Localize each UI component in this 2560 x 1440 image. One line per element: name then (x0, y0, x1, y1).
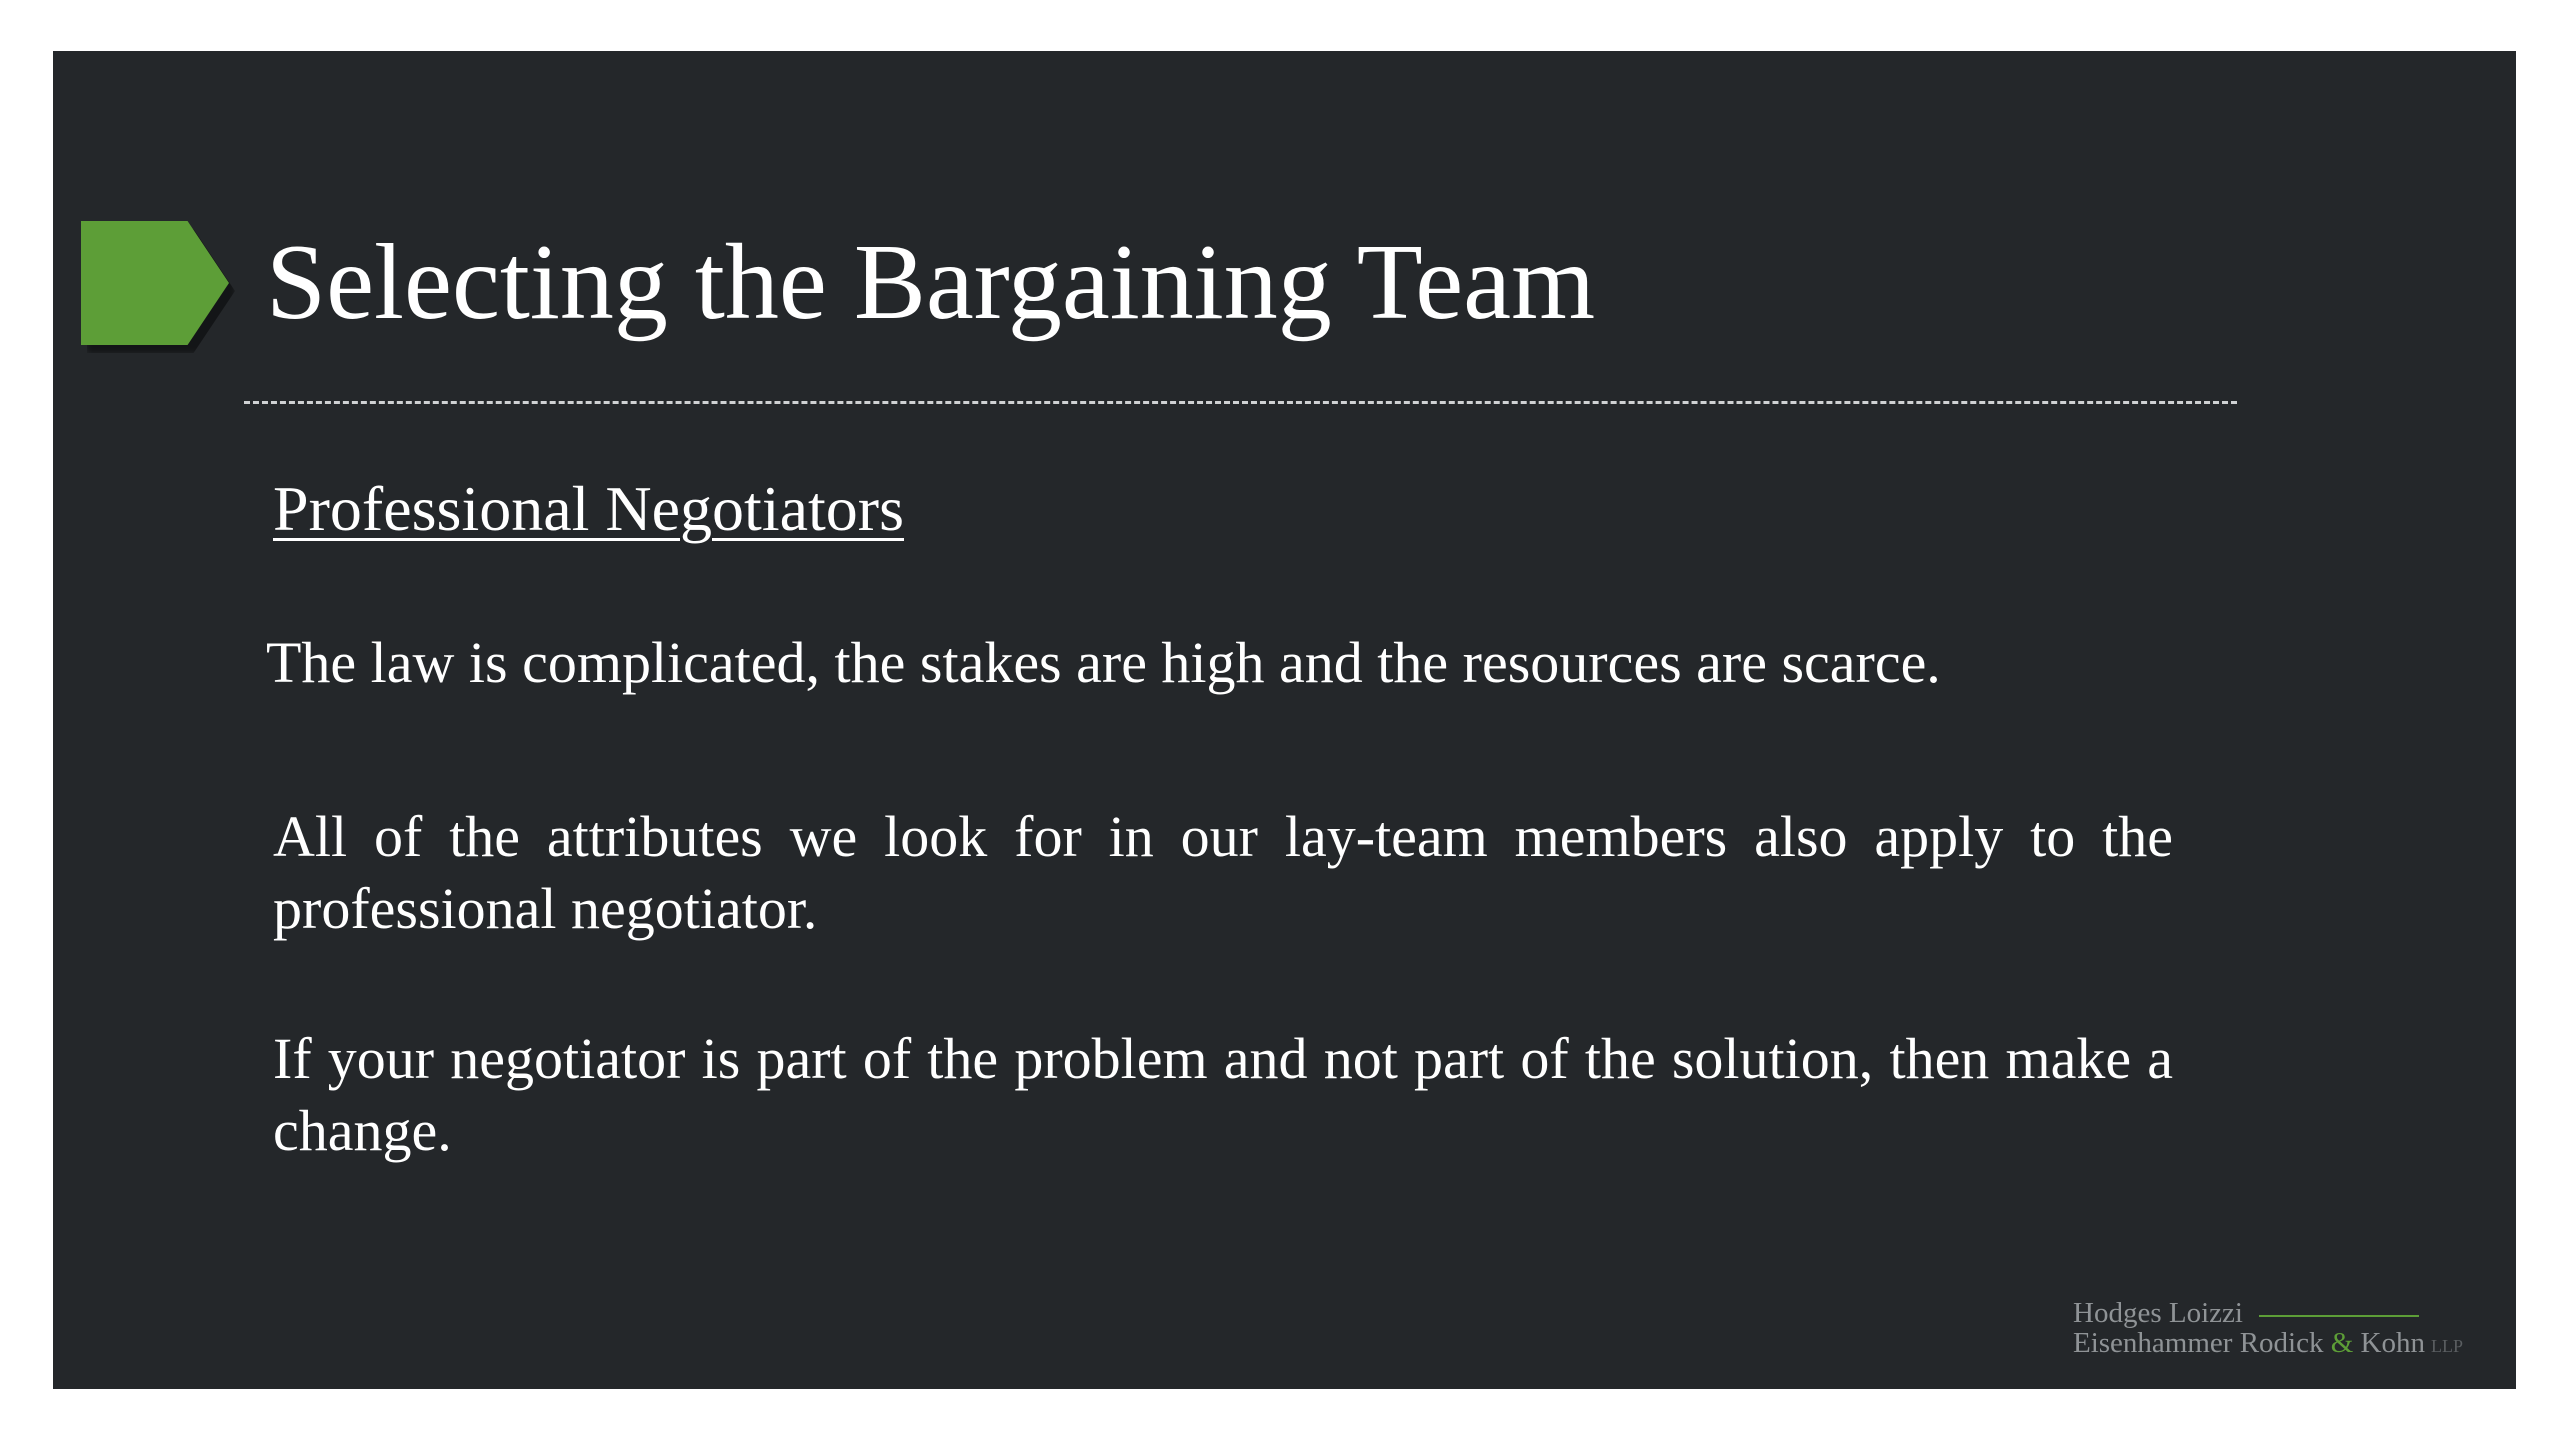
logo-name-b: Kohn (2360, 1327, 2425, 1359)
logo-line-1: Hodges Loizzi (2073, 1297, 2243, 1329)
logo-ampersand: & (2330, 1327, 2354, 1359)
firm-logo (2073, 1298, 2493, 1368)
logo-line-2 (2073, 1328, 2463, 1361)
section-heading: Professional Negotiators (273, 473, 904, 544)
paragraph-1: The law is complicated, the stakes are high and the resources are scarce. (266, 630, 1941, 695)
slide-title: Selecting the Bargaining Team (266, 223, 1596, 342)
logo-suffix: LLP (2430, 1336, 2463, 1356)
logo-rule (2259, 1315, 2419, 1317)
slide (53, 51, 2516, 1389)
logo-name-a: Eisenhammer Rodick (2073, 1327, 2324, 1359)
paragraph-3: If your negotiator is part of the problem and not part of the solution, then make a change. (273, 1026, 2173, 1163)
dashed-divider (244, 401, 2237, 404)
paragraph-2: All of the attributes we look for in our lay-team members also apply to the professional negotiator. (273, 804, 2173, 941)
